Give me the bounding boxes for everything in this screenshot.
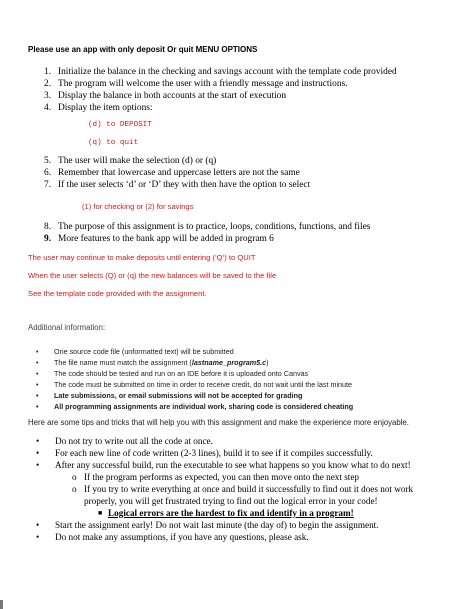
list-text: If you try to write everything at once and build it successfully to find out it does not work [84,484,414,494]
list-text: The code must be submitted on time in order to receive credit, do not wait until the last minute [54,380,353,389]
filename-text: lastname_program5.c [191,358,267,367]
list-item [36,380,352,389]
bullet-icon: • [36,436,40,446]
account-choice-text: (1) for checking or (2) for savings [82,202,194,211]
list-item [36,402,353,411]
list-item [36,358,269,367]
list-item [36,448,373,458]
list-item [44,79,348,89]
list-text: Do not make any assumptions, if you have any questions, please ask. [55,532,309,542]
list-text: Display the item options: [58,103,153,113]
bullet-icon: • [36,380,39,389]
red-note: The user may continue to make deposits until entering (‘Q’) to QUIT [28,253,256,262]
list-text: Start the assignment early! Do not wait last minute (the day of) to begin the assignment. [55,520,379,530]
list-item [44,168,300,178]
list-text: All programming assignments are individual work, sharing code is considered cheating [54,402,354,411]
list-text: The purpose of this assignment is to practice, loops, conditions, functions, and files [58,222,371,232]
list-item [36,347,234,356]
list-item [44,156,216,166]
list-text: ) [266,358,269,367]
list-text: If the user selects ‘d’ or ‘D’ they with then have the option to select [58,180,311,190]
additional-info-heading: Additional information: [28,323,106,332]
bullet-icon: • [36,347,39,356]
list-item [36,460,411,470]
list-number: 5. [44,156,52,166]
list-number: 8. [44,222,52,232]
list-number: 9. [44,234,52,244]
menu-option-deposit: (d) to DEPOSIT [88,121,152,129]
list-text: The user will make the selection (d) or (q) [58,156,217,166]
sub-list-item [72,484,413,494]
bullet-icon: • [36,358,39,367]
list-text: One source code file (unformatted text) will be submitted [54,347,234,356]
page-edge-divider [0,600,3,609]
list-item [36,391,302,400]
menu-option-quit: (q) to quit [88,139,139,147]
list-text: More features to the bank app will be added in program 6 [58,234,274,244]
list-text: After any successful build, run the executable to see what happens so you know what to do next! [55,460,411,470]
square-bullet-icon: ■ [98,509,103,517]
bullet-icon: • [36,532,40,542]
list-text: Display the balance in both accounts at the start of execution [58,91,287,101]
list-item [36,369,308,378]
sub-list-item [72,472,359,482]
list-number: 3. [44,91,52,101]
list-number: 1. [44,67,52,77]
list-text: Initialize the balance in the checking and savings account with the template code provided [58,67,397,77]
red-note: When the user selects (Q) or (q) the new balances will be saved to the file [28,271,277,280]
bullet-icon: • [36,402,39,411]
list-text: The program will welcome the user with a friendly message and instructions. [58,79,348,89]
list-number: 6. [44,168,52,178]
list-text: The file name must match the assignment ( [54,358,192,367]
bullet-icon: • [36,520,40,530]
list-item [36,436,213,446]
list-text-continuation: properly, you will get frustrated trying to find out the logical error in your code! [84,496,378,506]
list-text: If the program performs as expected, you can then move onto the next step [84,472,360,482]
list-text: The code should be tested and run on an IDE before it is uploaded onto Canvas [54,369,309,378]
bullet-icon: • [36,369,39,378]
bullet-icon: • [36,448,40,458]
list-item [36,532,309,542]
circle-bullet-icon: o [72,472,77,482]
list-number: 4. [44,103,52,113]
sub-sub-list-item [98,508,354,518]
tips-heading: Here are some tips and tricks that will help you with this assignment and make the experience more enjoyable. [28,418,409,427]
list-item [44,234,274,244]
list-text: Remember that lowercase and uppercase letters are not the same [58,168,300,178]
document-title: Please use an app with only deposit Or quit MENU OPTIONS [28,45,258,54]
list-item [44,222,370,232]
red-note: See the template code provided with the assignment. [28,289,207,298]
list-text: Do not try to write out all the code at once. [55,436,213,446]
list-item [36,520,379,530]
list-text: Late submissions, or email submissions will not be accepted for grading [54,391,303,400]
bullet-icon: • [36,460,40,470]
list-item [44,103,153,113]
list-number: 7. [44,180,52,190]
emphasis-text: Logical errors are the hardest to fix and identify in a program! [108,508,354,518]
list-item [44,180,310,190]
bullet-icon: • [36,391,39,400]
list-text: For each new line of code written (2-3 lines), build it to see if it compiles successfully. [55,448,373,458]
list-number: 2. [44,79,52,89]
list-item [44,67,397,77]
list-item [44,91,286,101]
circle-bullet-icon: o [72,484,77,494]
